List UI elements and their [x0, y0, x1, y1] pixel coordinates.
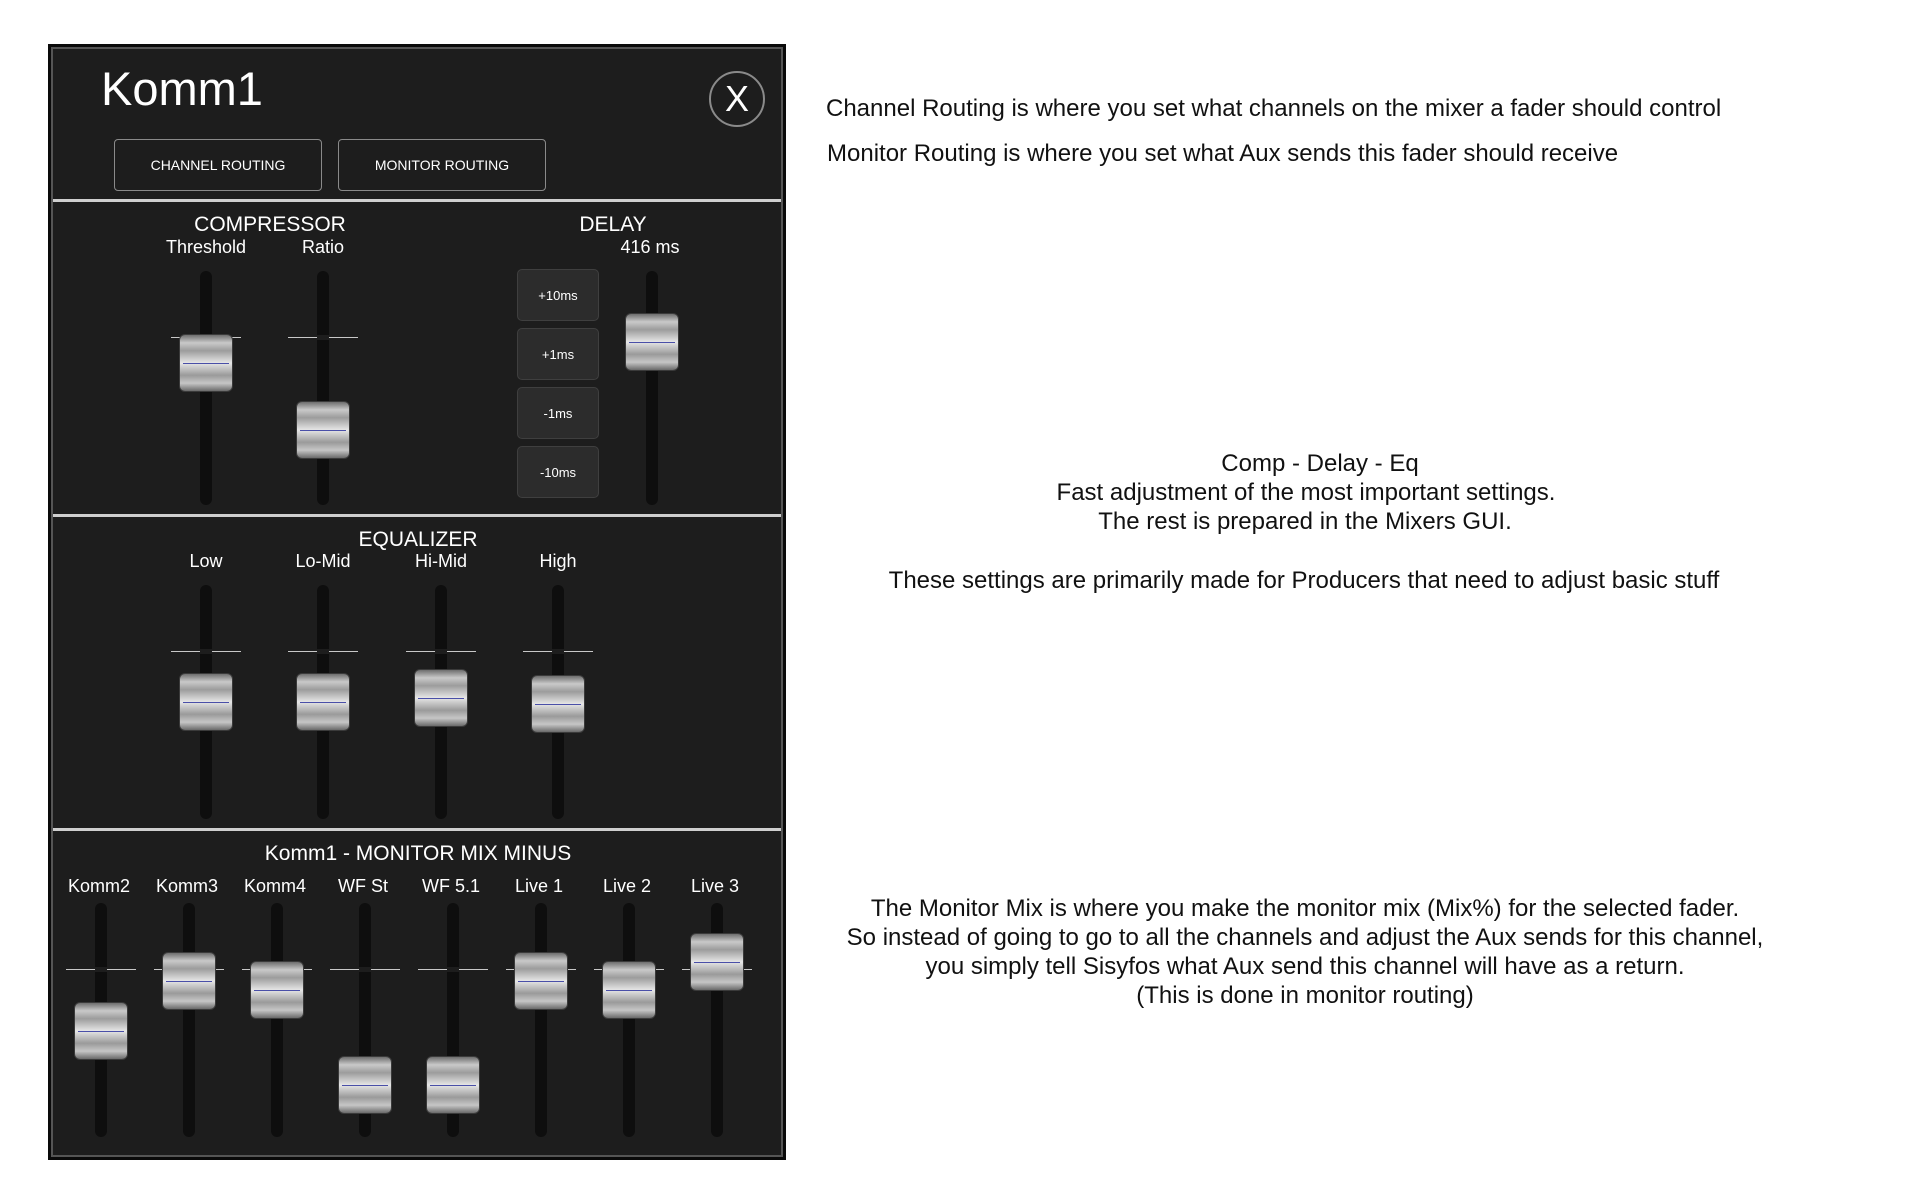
- fader-knob[interactable]: [414, 669, 468, 727]
- fader-knob[interactable]: [690, 933, 744, 991]
- fader-knob[interactable]: [514, 952, 568, 1010]
- note-mix-line: (This is done in monitor routing): [1136, 982, 1474, 1009]
- section-divider: [53, 514, 781, 517]
- panel-title: Komm1: [101, 62, 263, 115]
- fader-knob[interactable]: [162, 952, 216, 1010]
- note-mix-line: The Monitor Mix is where you make the monitor mix (Mix%) for the selected fader.: [870, 895, 1740, 922]
- note-comp-line: The rest is prepared in the Mixers GUI.: [1098, 508, 1512, 535]
- compressor-heading: COMPRESSOR: [194, 213, 346, 236]
- fader-zero-mark: [523, 651, 593, 652]
- fader-knob[interactable]: [296, 673, 350, 731]
- monitor-mix-heading: Komm1 - MONITOR MIX MINUS: [264, 842, 572, 865]
- delay-minus-10ms-button[interactable]: -10ms: [517, 446, 599, 498]
- threshold-label: Threshold: [165, 237, 247, 257]
- equalizer-heading: EQUALIZER: [358, 528, 478, 551]
- eq-low-label: Low: [189, 551, 223, 571]
- fader-zero-mark: [330, 969, 400, 970]
- fader-track[interactable]: [646, 271, 658, 505]
- mix-label-komm4: Komm4: [243, 876, 307, 896]
- fader-knob[interactable]: [531, 675, 585, 733]
- channel-routing-button[interactable]: CHANNEL ROUTING: [114, 139, 322, 191]
- fader-zero-mark: [288, 651, 358, 652]
- note-monitor-routing: Monitor Routing is where you set what Aux sends this fader should receive: [827, 140, 1619, 167]
- fader-track[interactable]: [623, 903, 635, 1137]
- fader-zero-mark: [288, 337, 358, 338]
- fader-track[interactable]: [317, 271, 329, 505]
- mix-label-komm2: Komm2: [67, 876, 131, 896]
- channel-settings-panel: [48, 44, 786, 1160]
- fader-knob[interactable]: [250, 961, 304, 1019]
- fader-zero-mark: [418, 969, 488, 970]
- fader-knob[interactable]: [74, 1002, 128, 1060]
- fader-knob[interactable]: [602, 961, 656, 1019]
- delay-plus-10ms-button[interactable]: +10ms: [517, 269, 599, 321]
- mix-label-komm3: Komm3: [155, 876, 219, 896]
- delay-plus-1ms-button[interactable]: +1ms: [517, 328, 599, 380]
- note-comp-line: These settings are primarily made for Producers that need to adjust basic stuff: [888, 567, 1720, 594]
- fader-zero-mark: [66, 969, 136, 970]
- ratio-label: Ratio: [301, 237, 345, 257]
- fader-knob[interactable]: [338, 1056, 392, 1114]
- mix-label-live-2: Live 2: [602, 876, 652, 896]
- note-mix-line: you simply tell Sisyfos what Aux send this channel will have as a return.: [925, 953, 1685, 980]
- eq-high-label: High: [539, 551, 577, 571]
- mix-label-live-1: Live 1: [514, 876, 564, 896]
- fader-zero-mark: [406, 651, 476, 652]
- fader-track[interactable]: [183, 903, 195, 1137]
- close-button[interactable]: X: [709, 71, 765, 127]
- eq-lo-mid-label: Lo-Mid: [295, 551, 351, 571]
- delay-heading: DELAY: [579, 213, 647, 236]
- mix-label-wf-st: WF St: [338, 876, 388, 896]
- fader-knob[interactable]: [426, 1056, 480, 1114]
- note-comp-title: Comp - Delay - Eq: [1221, 450, 1419, 477]
- fader-track[interactable]: [535, 903, 547, 1137]
- section-divider: [53, 828, 781, 831]
- monitor-routing-button[interactable]: MONITOR ROUTING: [338, 139, 546, 191]
- eq-hi-mid-label: Hi-Mid: [415, 551, 467, 571]
- note-channel-routing: Channel Routing is where you set what channels on the mixer a fader should control: [826, 95, 1722, 122]
- mix-label-live-3: Live 3: [690, 876, 740, 896]
- fader-zero-mark: [171, 651, 241, 652]
- note-mix-line: So instead of going to go to all the channels and adjust the Aux sends for this channel,: [846, 924, 1764, 951]
- delay-minus-1ms-button[interactable]: -1ms: [517, 387, 599, 439]
- fader-knob[interactable]: [179, 334, 233, 392]
- mix-label-wf-51: WF 5.1: [421, 876, 481, 896]
- fader-knob[interactable]: [296, 401, 350, 459]
- fader-track[interactable]: [271, 903, 283, 1137]
- delay-value: 416 ms: [620, 237, 680, 257]
- section-divider: [53, 199, 781, 202]
- fader-knob[interactable]: [625, 313, 679, 371]
- fader-knob[interactable]: [179, 673, 233, 731]
- note-comp-line: Fast adjustment of the most important settings.: [1056, 479, 1556, 506]
